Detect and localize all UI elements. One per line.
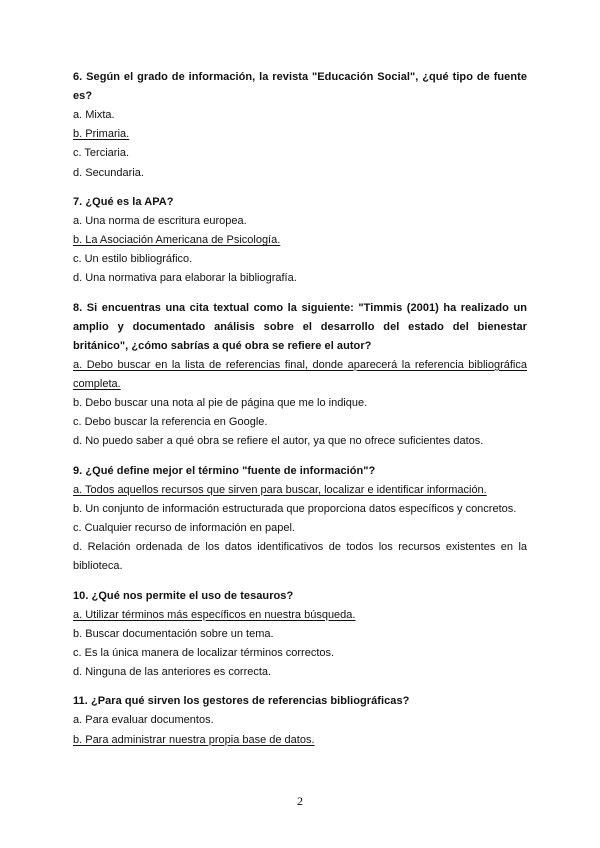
answer-option: d. Relación ordenada de los datos identificativos de todos los recursos existentes en la biblioteca. bbox=[73, 541, 527, 573]
answer-option: b. Debo buscar una nota al pie de página que me lo indique. bbox=[73, 397, 368, 410]
answer-option: c. Un estilo bibliográfico. bbox=[73, 253, 193, 266]
answer-option: c. Terciaria. bbox=[73, 147, 130, 160]
answer-option: b. Un conjunto de información estructurada que proporciona datos específicos y concretos. bbox=[73, 502, 517, 515]
answer-option: c. Debo buscar la referencia en Google. bbox=[73, 416, 268, 429]
answer-option: d. Secundaria. bbox=[73, 166, 144, 179]
page-number: 2 bbox=[297, 794, 303, 808]
answer-option-correct: b. Primaria. bbox=[73, 128, 130, 141]
question-6 bbox=[73, 68, 527, 183]
question-title: 9. ¿Qué define mejor el término "fuente de información"? bbox=[73, 464, 376, 477]
question-title: 10. ¿Qué nos permite el uso de tesauros? bbox=[73, 589, 294, 602]
answer-option: c. Es la única manera de localizar términos correctos. bbox=[73, 647, 335, 660]
question-list bbox=[73, 68, 527, 760]
answer-option-correct: b. La Asociación Americana de Psicología. bbox=[73, 234, 281, 247]
answer-option: d. Ninguna de las anteriores es correcta. bbox=[73, 666, 272, 679]
answer-option-correct: a. Utilizar términos más específicos en nuestra búsqueda. bbox=[73, 608, 356, 621]
question-9 bbox=[73, 462, 527, 577]
question-11 bbox=[73, 692, 527, 749]
answer-option: a. Para evaluar documentos. bbox=[73, 714, 214, 727]
question-title: 6. Según el grado de información, la revista "Educación Social", ¿qué tipo de fuente es? bbox=[73, 71, 527, 102]
answer-option-correct: a. Debo buscar en la lista de referencias final, donde aparecerá la referencia bibliográfica completa. bbox=[73, 358, 527, 390]
question-title: 11. ¿Para qué sirven los gestores de referencias bibliográficas? bbox=[73, 695, 410, 708]
answer-option: d. No puedo saber a qué obra se refiere el autor, ya que no ofrece suficientes datos. bbox=[73, 435, 484, 448]
question-8 bbox=[73, 299, 527, 452]
question-7 bbox=[73, 193, 527, 289]
question-title: 7. ¿Qué es la APA? bbox=[73, 195, 174, 208]
answer-option: d. Una normativa para elaborar la bibliografía. bbox=[73, 272, 297, 285]
answer-option: c. Cualquier recurso de información en papel. bbox=[73, 522, 295, 535]
question-10 bbox=[73, 587, 527, 683]
answer-option: a. Mixta. bbox=[73, 109, 115, 121]
question-title: 8. Si encuentras una cita textual como la siguiente: "Timmis (2001) ha realizado un amplio y documentado análisis sobre el desarrollo del estado del bienestar británico", ¿cómo sabrías a qué obra se refiere el autor? bbox=[73, 301, 527, 352]
answer-option: b. Buscar documentación sobre un tema. bbox=[73, 627, 274, 640]
answer-option-correct: b. Para administrar nuestra propia base de datos. bbox=[73, 733, 315, 746]
answer-option: a. Una norma de escritura europea. bbox=[73, 214, 247, 227]
answer-option-correct: a. Todos aquellos recursos que sirven para buscar, localizar e identificar información. bbox=[73, 483, 487, 496]
